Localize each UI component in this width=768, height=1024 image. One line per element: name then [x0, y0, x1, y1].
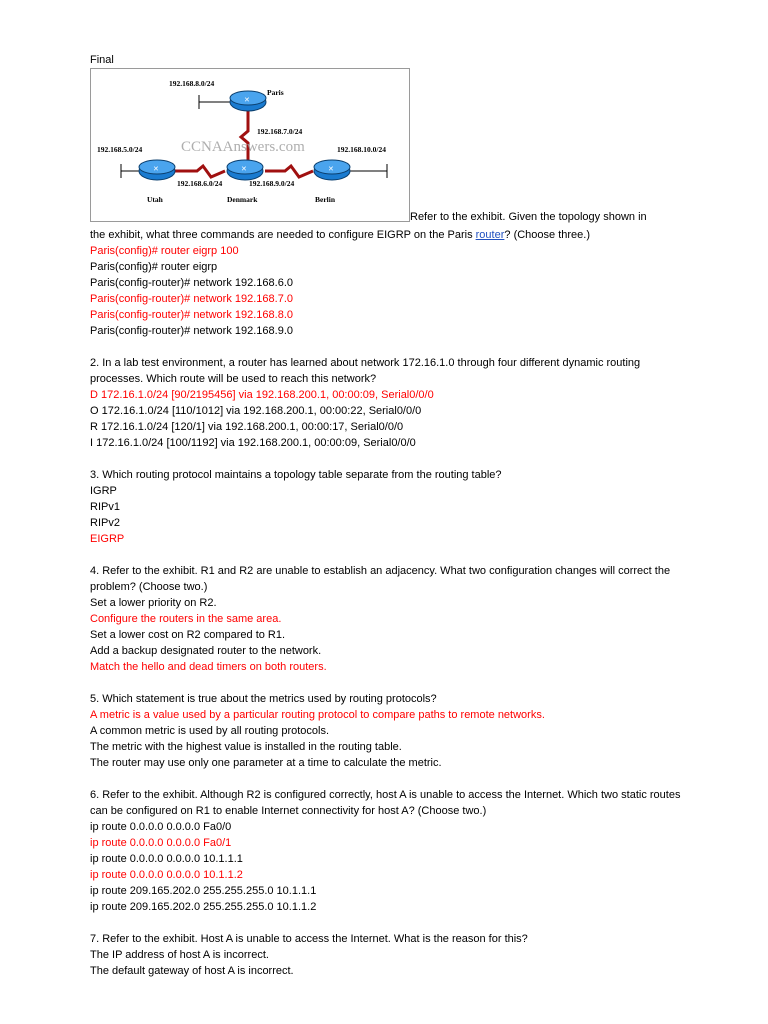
- question-text: [90, 691, 690, 707]
- question-body: . Refer to the exhibit. R1 and R2 are unable to establish an adjacency. What two configuration changes will correct the problem? (Choose two.): [90, 565, 671, 593]
- answer-option-correct: Match the hello and dead timers on both routers.: [90, 661, 327, 673]
- answer-option: The default gateway of host A is incorrect.: [90, 965, 294, 977]
- answer-option: Set a lower cost on R2 compared to R1.: [90, 629, 286, 641]
- answer-option-correct: ip route 0.0.0.0 0.0.0.0 Fa0/1: [90, 837, 232, 849]
- question-number: 5: [90, 693, 97, 705]
- router-berlin-icon: [314, 160, 350, 180]
- spacer: [90, 915, 690, 931]
- answer-option: A common metric is used by all routing protocols.: [90, 725, 330, 737]
- spacer: [90, 451, 690, 467]
- answer-option: Set a lower priority on R2.: [90, 597, 217, 609]
- svg-text:✕: ✕: [153, 165, 159, 173]
- question-body: . In a lab test environment, a router has learned about network 172.16.1.0 through four different dynamic routing processes. Which route will be used to reach this network?: [90, 357, 641, 385]
- router-utah-icon: [139, 160, 175, 180]
- svg-text:✕: ✕: [328, 165, 334, 173]
- answer-option: ip route 0.0.0.0 0.0.0.0 10.1.1.1: [90, 853, 243, 865]
- answer-option-correct: Paris(config-router)# network 192.168.7.0: [90, 293, 293, 305]
- question-3: [90, 467, 690, 563]
- question-text: [90, 787, 690, 819]
- question-list: [90, 355, 690, 979]
- question-6: [90, 787, 690, 931]
- answer-option: The IP address of host A is incorrect.: [90, 949, 269, 961]
- question-text: [90, 467, 690, 483]
- q1-intro: Refer to the exhibit. Given the topology shown in: [410, 211, 647, 223]
- question-body: . Refer to the exhibit. Although R2 is configured correctly, host A is unable to access the Internet. Which two static routes can be configured on R1 to enable Internet connectivity for host A? (Choose two.): [90, 789, 681, 817]
- answer-option: O 172.16.1.0/24 [110/1012] via 192.168.200.1, 00:00:22, Serial0/0/0: [90, 405, 422, 417]
- question-text: [90, 355, 690, 387]
- question-1: [90, 227, 690, 339]
- answer-option: R 172.16.1.0/24 [120/1] via 192.168.200.1, 00:00:17, Serial0/0/0: [90, 421, 404, 433]
- watermark: CCNAAnswers.com: [181, 139, 305, 155]
- question-text: [90, 227, 690, 243]
- answer-option-correct: ip route 0.0.0.0 0.0.0.0 10.1.1.2: [90, 869, 243, 881]
- answer-option: RIPv2: [90, 517, 120, 529]
- network-label: 192.168.6.0/24: [177, 179, 223, 188]
- question-body: . Which statement is true about the metrics used by routing protocols?: [96, 693, 437, 705]
- spacer: [90, 547, 690, 563]
- network-label: 192.168.8.0/24: [169, 79, 215, 88]
- answer-option-correct: Paris(config-router)# network 192.168.8.0: [90, 309, 293, 321]
- page-title: Final: [90, 54, 114, 66]
- question-body: . Refer to the exhibit. Host A is unable to access the Internet. What is the reason for this?: [96, 933, 528, 945]
- answer-option: The metric with the highest value is installed in the routing table.: [90, 741, 402, 753]
- question-4: [90, 563, 690, 691]
- topology-diagram: [91, 69, 409, 221]
- router-label-paris: Paris: [267, 88, 284, 97]
- question-text: [90, 563, 690, 595]
- question-5: [90, 691, 690, 787]
- spacer: [90, 771, 690, 787]
- answer-option: IGRP: [90, 485, 117, 497]
- network-label: 192.168.9.0/24: [249, 179, 295, 188]
- svg-text:✕: ✕: [241, 165, 247, 173]
- question-7: [90, 931, 690, 979]
- router-link[interactable]: router: [475, 229, 505, 241]
- answer-option: ip route 209.165.202.0 255.255.255.0 10.1.1.1: [90, 885, 317, 897]
- router-paris-icon: [230, 91, 266, 111]
- answer-option-correct: Configure the routers in the same area.: [90, 613, 282, 625]
- network-label: 192.168.7.0/24: [257, 127, 303, 136]
- answer-option: Add a backup designated router to the network.: [90, 645, 322, 657]
- router-label-berlin: Berlin: [315, 195, 335, 204]
- answer-option: The router may use only one parameter at a time to calculate the metric.: [90, 757, 442, 769]
- answer-option: ip route 0.0.0.0 0.0.0.0 Fa0/0: [90, 821, 232, 833]
- question-number: 3: [90, 469, 97, 481]
- question-text-part: ? (Choose three.): [504, 229, 590, 241]
- answer-option-correct: A metric is a value used by a particular routing protocol to compare paths to remote networks.: [90, 709, 545, 721]
- answer-option-correct: D 172.16.1.0/24 [90/2195456] via 192.168.200.1, 00:00:09, Serial0/0/0: [90, 389, 434, 401]
- answer-option-correct: Paris(config)# router eigrp 100: [90, 245, 239, 257]
- topology-exhibit: [90, 68, 410, 222]
- question-number: 2: [90, 357, 97, 369]
- answer-option-correct: EIGRP: [90, 533, 125, 545]
- router-label-denmark: Denmark: [227, 195, 258, 204]
- question-2: [90, 355, 690, 467]
- svg-text:✕: ✕: [244, 96, 250, 104]
- answer-option: I 172.16.1.0/24 [100/1192] via 192.168.200.1, 00:00:09, Serial0/0/0: [90, 437, 416, 449]
- network-label: 192.168.10.0/24: [337, 145, 386, 154]
- answer-option: Paris(config)# router eigrp: [90, 261, 218, 273]
- router-denmark-icon: [227, 160, 263, 180]
- spacer: [90, 675, 690, 691]
- network-label: 192.168.5.0/24: [97, 145, 143, 154]
- question-number: 4: [90, 565, 97, 577]
- question-number: 6: [90, 789, 97, 801]
- router-label-utah: Utah: [147, 195, 163, 204]
- answer-option: Paris(config-router)# network 192.168.9.0: [90, 325, 293, 337]
- question-text-part: the exhibit, what three commands are needed to configure EIGRP on the Paris: [90, 229, 476, 241]
- question-text: [90, 931, 690, 947]
- question-body: . Which routing protocol maintains a topology table separate from the routing table?: [96, 469, 502, 481]
- question-number: 7: [90, 933, 97, 945]
- answer-option: Paris(config-router)# network 192.168.6.0: [90, 277, 293, 289]
- answer-option: RIPv1: [90, 501, 120, 513]
- answer-option: ip route 209.165.202.0 255.255.255.0 10.1.1.2: [90, 901, 317, 913]
